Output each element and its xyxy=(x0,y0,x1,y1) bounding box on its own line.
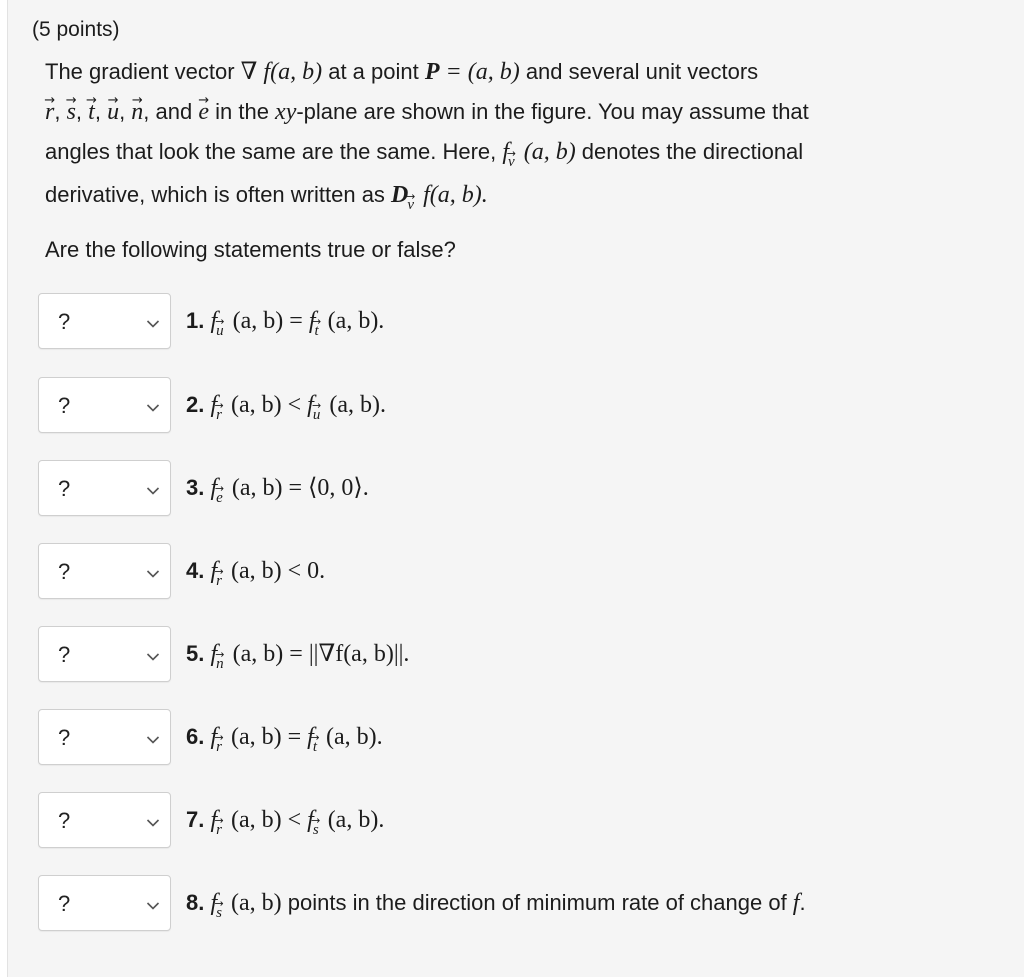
prompt-line-3 xyxy=(45,132,995,175)
subscript xyxy=(508,143,515,182)
statement-tail: (a, b). xyxy=(323,392,386,418)
subscript xyxy=(313,812,319,848)
chevron-down-icon xyxy=(146,815,160,825)
subscript xyxy=(315,313,319,349)
points-label: (5 points) xyxy=(32,18,120,41)
f-symbol: f xyxy=(210,641,218,667)
problem-statement xyxy=(45,52,995,218)
rhs-vector: → s xyxy=(313,812,319,848)
chevron-down-icon xyxy=(146,649,160,659)
lhs-vector: → u xyxy=(216,313,224,349)
prompt-text: angles that look the same are the same. Here, xyxy=(45,139,503,164)
f-symbol: f xyxy=(307,807,314,833)
subscript xyxy=(407,186,414,225)
statement-relation: (a, b) = ||∇f(a, b)||. xyxy=(226,641,410,667)
vector-n: → n xyxy=(131,93,143,132)
statement-text xyxy=(186,802,384,841)
statement-period: . xyxy=(799,890,806,915)
prompt-text: in the xyxy=(209,99,276,124)
separator: , xyxy=(54,99,67,124)
vector-r: → r xyxy=(45,93,54,132)
chevron-down-icon xyxy=(146,316,160,326)
vector-u: → u xyxy=(107,93,119,132)
vector-e: → e xyxy=(198,93,209,132)
chevron-down-icon xyxy=(146,483,160,493)
lhs-vector: → e xyxy=(216,480,223,516)
vector-s: → s xyxy=(67,93,76,132)
lhs-vector: → r xyxy=(216,563,222,599)
statement-tail: (a, b). xyxy=(320,724,383,750)
point-equation: = (a, b) xyxy=(439,59,520,85)
chevron-down-icon xyxy=(146,732,160,742)
statement-text xyxy=(186,636,409,675)
xy-plane: xy xyxy=(275,99,297,125)
statement-text xyxy=(186,470,369,509)
f-symbol: f xyxy=(210,724,218,750)
f-symbol: f xyxy=(210,475,218,501)
statement-row xyxy=(38,543,998,599)
prompt-text: at a point xyxy=(322,59,425,84)
answer-select-3[interactable] xyxy=(38,460,171,516)
statement-row xyxy=(38,377,998,433)
question-text: Are the following statements true or false? xyxy=(45,237,456,262)
select-value: ? xyxy=(58,725,71,750)
answer-select-1[interactable] xyxy=(38,293,171,349)
prompt-line-1 xyxy=(45,52,995,92)
lhs-vector: → n xyxy=(216,646,224,682)
statement-relation: (a, b) xyxy=(225,890,282,916)
select-value: ? xyxy=(58,808,71,833)
statement-tail: points in the direction of minimum rate of change of xyxy=(281,890,793,915)
f-symbol: f xyxy=(210,558,218,584)
statement-relation: (a, b) < xyxy=(225,807,308,833)
subscript xyxy=(216,563,222,599)
statement-tail: (a, b). xyxy=(321,807,385,833)
statement-number: 1. xyxy=(186,308,205,333)
f-symbol: f xyxy=(307,724,314,750)
statement-text xyxy=(186,885,806,924)
vector-v: → v xyxy=(508,143,515,182)
f-symbol: f xyxy=(210,890,218,916)
answer-select-6[interactable] xyxy=(38,709,171,765)
statement-number: 6. xyxy=(186,724,205,749)
statement-number: 2. xyxy=(186,392,205,417)
statement-relation: (a, b) = ⟨0, 0⟩. xyxy=(225,475,369,501)
lhs-vector: → r xyxy=(216,812,222,848)
statement-row xyxy=(38,875,998,931)
select-value: ? xyxy=(58,891,71,916)
statement-relation: (a, b) < 0. xyxy=(225,558,326,584)
rhs-vector: → u xyxy=(313,397,321,433)
statement-number: 8. xyxy=(186,890,205,915)
statement-row xyxy=(38,792,998,848)
answer-select-5[interactable] xyxy=(38,626,171,682)
f-symbol: f xyxy=(308,308,316,334)
f-symbol: f xyxy=(502,139,510,165)
separator: , xyxy=(75,99,89,124)
statement-relation: (a, b) < xyxy=(225,392,308,418)
statement-number: 5. xyxy=(186,641,205,666)
D-symbol: D xyxy=(391,182,409,208)
select-value: ? xyxy=(58,309,71,334)
subscript xyxy=(216,313,224,349)
chevron-down-icon xyxy=(146,898,160,908)
statement-text xyxy=(186,553,325,592)
subscript xyxy=(313,397,321,433)
statement-row xyxy=(38,293,998,349)
f-symbol: f xyxy=(307,392,314,418)
rhs-vector: → t xyxy=(313,729,317,765)
subscript xyxy=(216,397,222,433)
subscript xyxy=(216,646,224,682)
subscript xyxy=(216,480,223,516)
answer-select-4[interactable] xyxy=(38,543,171,599)
f-symbol: f xyxy=(210,308,218,334)
statement-number: 7. xyxy=(186,807,205,832)
prompt-text: -plane are shown in the figure. You may assume that xyxy=(296,99,809,124)
directional-derivative-expression: f(a, b). xyxy=(417,182,488,208)
statement-row xyxy=(38,460,998,516)
select-value: ? xyxy=(58,476,71,501)
statement-tail: (a, b). xyxy=(321,308,385,334)
statement-row xyxy=(38,709,998,765)
prompt-text: derivative, which is often written as xyxy=(45,182,392,207)
select-value: ? xyxy=(58,642,71,667)
answer-select-2[interactable] xyxy=(38,377,171,433)
chevron-down-icon xyxy=(146,400,160,410)
statement-relation: (a, b) = xyxy=(225,724,308,750)
separator: , xyxy=(94,99,108,124)
separator: , xyxy=(119,99,132,124)
statement-text xyxy=(186,303,384,342)
separator: , and xyxy=(143,99,199,124)
subscript xyxy=(313,729,317,765)
prompt-line-4 xyxy=(45,175,995,218)
lhs-vector: → s xyxy=(216,895,222,931)
lhs-vector: → r xyxy=(216,729,222,765)
prompt-text: and several unit vectors xyxy=(519,59,759,84)
lhs-vector: → r xyxy=(216,397,222,433)
point-P: P xyxy=(424,59,440,85)
chevron-down-icon xyxy=(146,566,160,576)
gradient-expression: ∇ f(a, b) xyxy=(240,59,323,85)
answer-select-8[interactable] xyxy=(38,875,171,931)
select-value: ? xyxy=(58,393,71,418)
statement-number: 4. xyxy=(186,558,205,583)
f-symbol: f xyxy=(210,392,218,418)
statement-number: 3. xyxy=(186,475,205,500)
prompt-text: denotes the directional xyxy=(575,139,804,164)
point-args: (a, b) xyxy=(517,139,576,165)
statement-row xyxy=(38,626,998,682)
prompt-text: The gradient vector xyxy=(45,59,241,84)
subscript xyxy=(216,729,222,765)
subscript xyxy=(216,812,222,848)
answer-select-7[interactable] xyxy=(38,792,171,848)
f-symbol: f xyxy=(792,890,800,916)
prompt-line-2 xyxy=(45,92,995,132)
vector-t: → t xyxy=(88,93,95,132)
statement-text xyxy=(186,387,386,426)
select-value: ? xyxy=(58,559,71,584)
subscript xyxy=(216,895,222,931)
vector-v: → v xyxy=(407,186,414,225)
statement-text xyxy=(186,719,383,758)
rhs-vector: → t xyxy=(315,313,319,349)
statement-relation: (a, b) = xyxy=(226,308,309,334)
f-symbol: f xyxy=(210,807,218,833)
